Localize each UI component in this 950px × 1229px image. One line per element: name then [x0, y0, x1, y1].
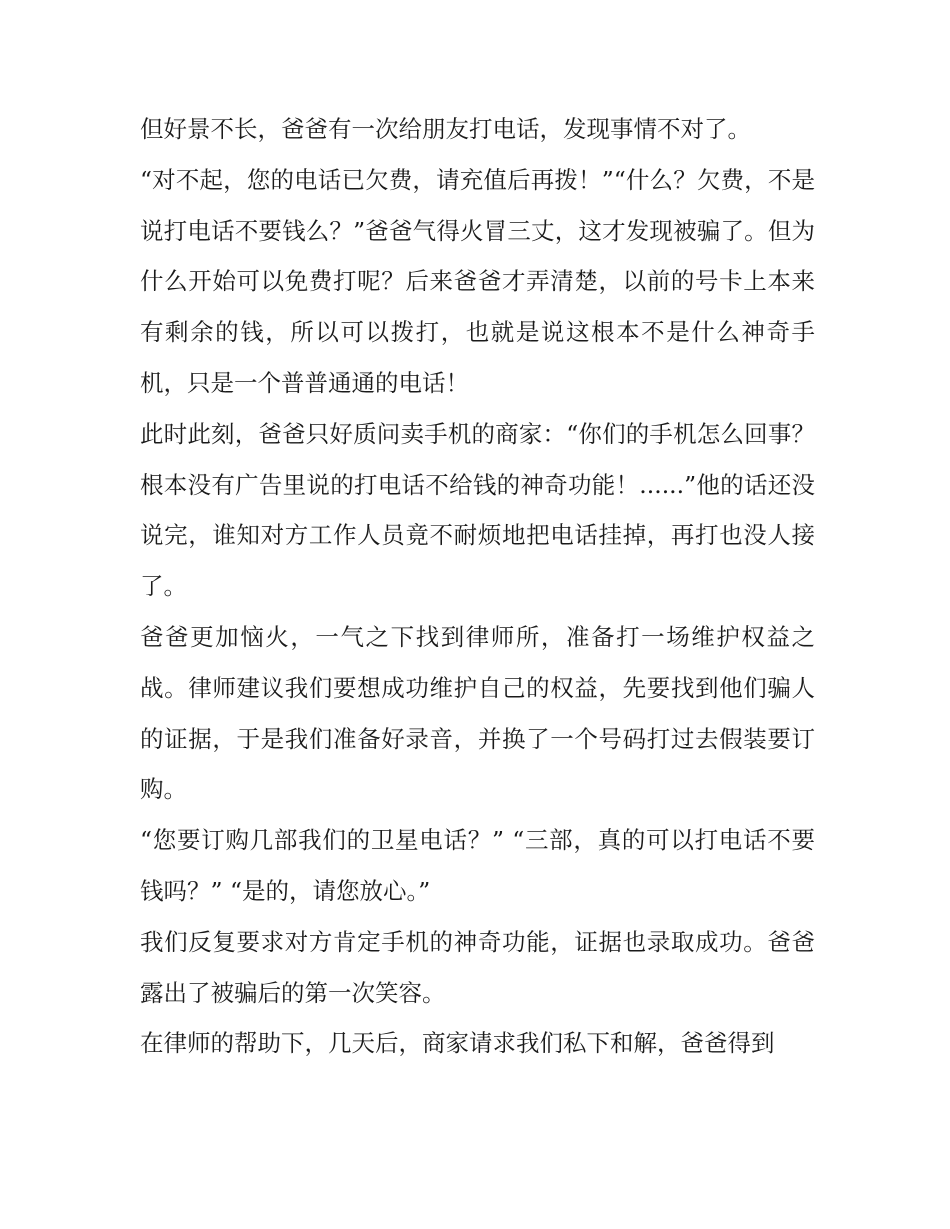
document-body [140, 104, 815, 1069]
paragraph-5: “您要订购几部我们的卫星电话？” “三部，真的可以打电话不要钱吗？” “是的，请您放心。” [140, 826, 815, 905]
paragraph-7: 在律师的帮助下，几天后，商家请求我们私下和解，爸爸得到 [140, 1029, 775, 1058]
paragraph-1: 但好景不长，爸爸有一次给朋友打电话，发现事情不对了。 [140, 115, 751, 143]
paragraph-4: 爸爸更加恼火，一气之下找到律师所，准备打一场维护权益之战。律师建议我们要想成功维护自己的权益，先要找到他们骗人的证据，于是我们准备好录音，并换了一个号码打过去假装要订购。 [140, 622, 815, 804]
paragraph-3: 此时此刻，爸爸只好质问卖手机的商家：“你们的手机怎么回事？根本没有广告里说的打电话不给钱的神奇功能！......”他的话还没说完，谁知对方工作人员竟不耐烦地把电话挂掉，再打也没人接了。 [140, 419, 815, 601]
paragraph-6: 我们反复要求对方肯定手机的神奇功能，证据也录取成功。爸爸露出了被骗后的第一次笑容。 [140, 927, 815, 1007]
paragraph-2: “对不起，您的电话已欠费，请充值后再拨！”“什么？欠费，不是说打电话不要钱么？”爸爸气得火冒三丈，这才发现被骗了。但为什么开始可以免费打呢？后来爸爸才弄清楚，以前的号卡上本来有剩余的钱，所以可以拨打，也就是说这根本不是什么神奇手机，只是一个普普通通的电话！ [140, 165, 815, 397]
